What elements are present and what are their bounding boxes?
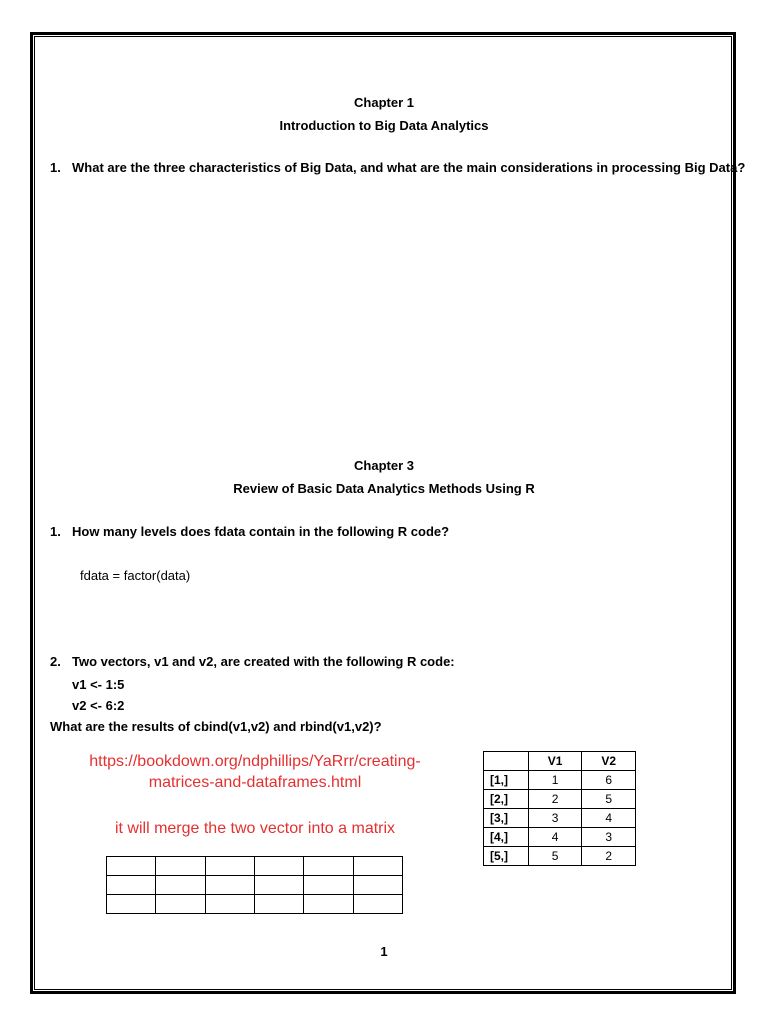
table-cell <box>304 876 353 895</box>
table-cell <box>205 895 254 914</box>
table-row <box>107 876 403 895</box>
table-cell: 3 <box>528 809 582 828</box>
table-cell <box>353 895 402 914</box>
table-row <box>484 771 636 790</box>
r-code-v1: v1 <- 1:5 <box>72 677 125 692</box>
row-label: [5,] <box>484 847 529 866</box>
table-cell <box>156 857 205 876</box>
table-cell <box>107 857 156 876</box>
header-cell <box>484 752 529 771</box>
table-row <box>107 895 403 914</box>
table-cell: 2 <box>528 790 582 809</box>
row-label: [2,] <box>484 790 529 809</box>
table-cell <box>205 857 254 876</box>
row-label: [3,] <box>484 809 529 828</box>
chapter3-label: Chapter 3 <box>354 458 414 473</box>
empty-answer-table <box>106 856 403 914</box>
table-cell <box>107 876 156 895</box>
reference-link-line2[interactable]: matrices-and-dataframes.html <box>148 774 362 791</box>
r-code-factor: fdata = factor(data) <box>80 568 191 583</box>
table-row <box>107 857 403 876</box>
cbind-result-table <box>483 751 636 866</box>
table-cell <box>304 895 353 914</box>
table-cell <box>205 876 254 895</box>
header-cell: V1 <box>528 752 582 771</box>
table-cell <box>156 876 205 895</box>
table-cell <box>304 857 353 876</box>
r-code-v2: v2 <- 6:2 <box>72 698 125 713</box>
chapter3-question-1 <box>50 524 730 542</box>
table-cell <box>254 895 303 914</box>
table-cell: 1 <box>528 771 582 790</box>
table-cell <box>254 857 303 876</box>
table-cell: 4 <box>528 828 582 847</box>
table-cell <box>107 895 156 914</box>
table-header-row <box>484 752 636 771</box>
table-cell: 6 <box>582 771 636 790</box>
question-number: 1. <box>50 160 61 175</box>
question-number: 1. <box>50 524 61 539</box>
chapter3-title: Review of Basic Data Analytics Methods Using R <box>233 481 535 496</box>
table-row <box>484 809 636 828</box>
row-label: [4,] <box>484 828 529 847</box>
table-row <box>484 847 636 866</box>
table-cell: 2 <box>582 847 636 866</box>
row-label: [1,] <box>484 771 529 790</box>
table-cell: 4 <box>582 809 636 828</box>
chapter1-question-1 <box>50 160 746 178</box>
table-row <box>484 790 636 809</box>
table-cell <box>353 876 402 895</box>
question-text: Two vectors, v1 and v2, are created with the following R code: <box>72 654 455 669</box>
question-followup: What are the results of cbind(v1,v2) and rbind(v1,v2)? <box>50 719 382 734</box>
question-text: How many levels does fdata contain in the following R code? <box>72 524 450 539</box>
table-cell: 5 <box>582 790 636 809</box>
table-row <box>484 828 636 847</box>
table-cell <box>254 876 303 895</box>
table-cell: 3 <box>582 828 636 847</box>
header-cell: V2 <box>582 752 636 771</box>
table-cell <box>156 895 205 914</box>
table-cell: 5 <box>528 847 582 866</box>
chapter1-title: Introduction to Big Data Analytics <box>279 118 489 133</box>
annotation-note: it will merge the two vector into a matrix <box>114 820 396 837</box>
question-number: 2. <box>50 654 61 669</box>
table-cell <box>353 857 402 876</box>
page-number: 1 <box>380 944 388 959</box>
chapter3-question-2 <box>50 654 730 672</box>
question-text: What are the three characteristics of Big Data, and what are the main considerations in processing Big Data? <box>72 160 746 175</box>
chapter1-label: Chapter 1 <box>354 95 414 110</box>
reference-link-line1[interactable]: https://bookdown.org/ndphillips/YaRrr/creating- <box>89 753 421 770</box>
